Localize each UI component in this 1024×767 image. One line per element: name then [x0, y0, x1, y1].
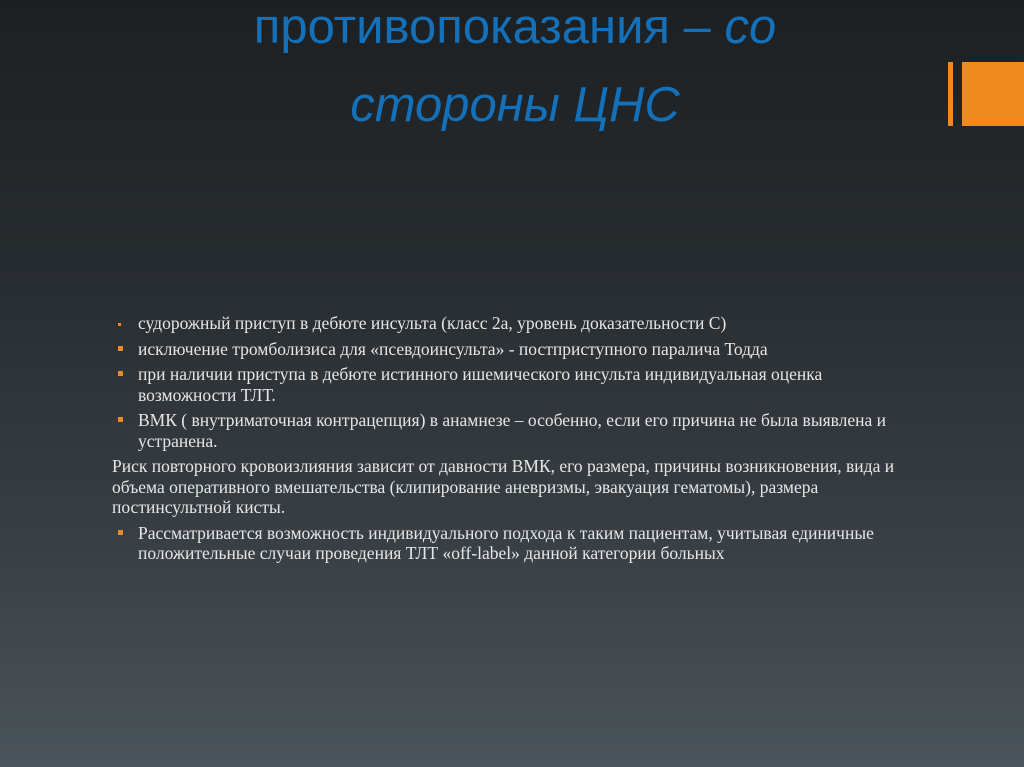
bullet-text: ВМК ( внутриматочная контрацепция) в анамнезе – особенно, если его причина не была выявлена и устранена. [138, 410, 887, 451]
square-bullet-icon [118, 371, 123, 376]
bullet-item [110, 410, 920, 451]
bullet-text: при наличии приступа в дебюте истинного ишемического инсульта индивидуальная оценка возможности ТЛТ. [138, 364, 823, 405]
square-bullet-icon [118, 530, 123, 535]
accent-block-decoration [962, 62, 1024, 126]
bullet-item [110, 364, 920, 405]
bullet-text: исключение тромболизиса для «псевдоинсульта» - постприступного паралича Тодда [138, 338, 768, 359]
bullet-text: судорожный приступ в дебюте инсульта (класс 2а, уровень доказательности С) [138, 313, 727, 333]
slide-title-line1-italic: со [724, 0, 777, 54]
square-bullet-icon [118, 417, 123, 422]
slide-body [110, 313, 920, 569]
bullet-item [110, 339, 920, 360]
accent-line-decoration [948, 62, 953, 126]
bullet-item [110, 523, 920, 564]
bullet-text: Рассматривается возможность индивидуального подхода к таким пациентам, учитывая единичные положительные случаи проведения ТЛТ «off-label» данной категории больных [138, 522, 874, 563]
slide-title-line1: противопоказания – [253, 0, 725, 54]
slide-title [120, 0, 910, 144]
bullet-item [110, 313, 920, 334]
square-bullet-icon [118, 346, 123, 351]
body-paragraph: Риск повторного кровоизлияния зависит от давности ВМК, его размера, причины возникновения, вида и объема оперативного вмешательства (клипирование аневризмы, эвакуация гематомы), размера постинсультной кисты. [112, 456, 895, 517]
square-bullet-icon [118, 323, 121, 326]
slide-title-line2: стороны ЦНС [350, 78, 680, 132]
